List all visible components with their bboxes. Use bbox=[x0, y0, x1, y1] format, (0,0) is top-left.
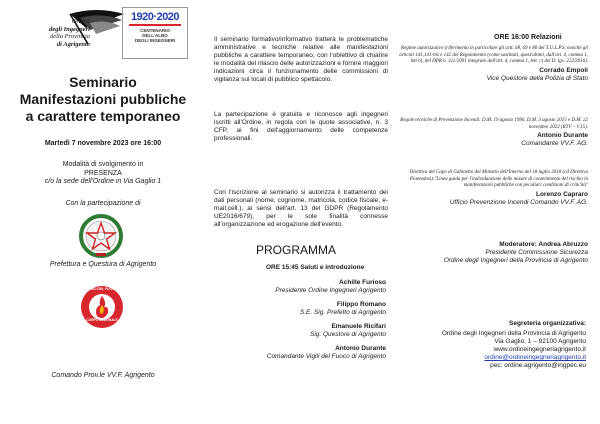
talk-block bbox=[398, 46, 588, 83]
moderator: Moderatore: Andrea Abruzzo bbox=[499, 241, 588, 248]
vvf-badge-bottom: CORPO NAZIONALE bbox=[86, 318, 118, 322]
talk-speaker-role: Vice Questore della Polizia di Stato bbox=[486, 74, 588, 82]
talk-speaker-name: Antonio Durante bbox=[537, 132, 588, 139]
secretariat-pec: pec: ordine.agrigento@ingpec.eu bbox=[490, 362, 586, 369]
speaker-role: S.E. Sig. Prefetto di Agrigento bbox=[299, 309, 386, 316]
partners-label: Con la partecipazione di bbox=[65, 200, 141, 207]
centenary-number: 1920·2020 bbox=[130, 11, 180, 23]
event-mode: PRESENZA bbox=[84, 169, 122, 177]
talk-block bbox=[398, 118, 588, 148]
event-title-line1: Manifestazioni pubbliche bbox=[19, 91, 187, 107]
event-mode-label: Modalità di svolgimento in bbox=[62, 161, 144, 168]
centenary-line2: DELL'ALBO bbox=[142, 33, 168, 38]
talk-speaker-role: Comandante VV.F. AG. bbox=[521, 140, 588, 147]
speaker-role: Presidente Ordine Ingegneri Agrigento bbox=[275, 287, 386, 294]
event-title-line2: a carattere temporaneo bbox=[25, 108, 181, 124]
speaker-role: Comandante Vigili del Fuoco di Agrigento bbox=[266, 353, 386, 360]
prefettura-label: Prefettura e Questura di Agrigento bbox=[49, 261, 157, 268]
order-logo-line2: degli Ingegneri bbox=[49, 25, 90, 33]
order-logo-line3: della Provincia bbox=[49, 33, 90, 40]
secretariat-website[interactable]: www.ordineingegneriagrigento.it bbox=[493, 346, 586, 353]
secretariat-address: Via Gaglio, 1 – 92100 Agrigento bbox=[494, 338, 586, 345]
moderator-role-1: Presidente Commissione Sicurezza bbox=[485, 249, 588, 256]
centenary-line3: DEGLI INGEGNERI bbox=[134, 38, 176, 43]
speaker-block bbox=[214, 301, 386, 317]
program-session-1: ORE 15:45 Saluti e introduzione bbox=[266, 264, 365, 271]
order-logo bbox=[26, 8, 126, 56]
talk-speaker-role: Ufficio Prevenzione Incendi Comando VV.F. AG. bbox=[449, 198, 588, 206]
event-venue: c/o la sede dell'Ordine in Via Gaglio 1 bbox=[44, 178, 162, 185]
talk-speaker-name: Corrado Empoli bbox=[539, 66, 588, 74]
program-session-2: ORE 16:00 Relazioni bbox=[494, 34, 562, 41]
order-logo-line4: di Agrigento bbox=[56, 40, 90, 48]
centenary-logo bbox=[122, 7, 188, 59]
speaker-role: Sig. Questore di Agrigento bbox=[310, 331, 386, 338]
speaker-name: Antonio Durante bbox=[335, 345, 386, 352]
vigili-del-fuoco-badge-icon bbox=[80, 285, 124, 329]
speaker-block bbox=[214, 323, 386, 339]
intro-paragraph-3: Con l'iscrizione al seminario si autorizza il trattamento dei dati personali (nome, cognome, matricola, codice fiscale, e-mail,cell.), ai sensi dell'art. 13 del GDPR (Regolamento UE2016/679), per le sole finalità connesse all'organizzazione ed erogazione dell'evento. bbox=[214, 189, 388, 228]
talk-topic: Regole tecniche di Prevenzione Incendi: D.M. 19 agosto 1996, D.M. 3 agosto 2015 e D.M. 22 novembre 2022 (RTV – V.15). bbox=[400, 118, 588, 130]
secretariat-org: Ordine degli Ingegneri della Provincia di Agrigento bbox=[441, 330, 586, 337]
vvf-badge-top: VIGILI DEL FUOCO bbox=[86, 287, 118, 291]
secretariat-heading: Segreteria organizzativa: bbox=[509, 320, 586, 327]
event-date: Martedì 7 novembre 2023 ore 16:00 bbox=[44, 140, 162, 147]
speaker-name: Filippo Romano bbox=[336, 301, 386, 308]
program-heading: PROGRAMMA bbox=[256, 243, 337, 257]
talk-topic: Regime autorizzativo (riferimento in particolare gli artt. 68, 69 e 80 del T.U.L.P.S, nonché gli articoli 141,141-bis e 142 del Regolamento (come sostituiti, quest'ultimi, dall'art. 4, comma 1, lett b), del DPR n. 311/2001 integrato dall'art. 4, comma 1, lett. c) del D. lgs. 222/2016). bbox=[399, 46, 588, 64]
talk-block bbox=[398, 170, 588, 207]
speaker-block bbox=[214, 279, 386, 295]
talk-speaker-name: Lorenzo Capraro bbox=[535, 190, 588, 198]
italian-republic-emblem-icon bbox=[78, 213, 124, 259]
moderator-role-2: Ordine degli Ingegneri della Provincia di Agrigento bbox=[443, 257, 588, 264]
order-logo-line1: Ordine bbox=[71, 18, 90, 25]
speaker-name: Achille Furioso bbox=[339, 279, 386, 286]
secretariat-email-link[interactable]: ordine@ordineingegneriagrigento.it bbox=[484, 354, 586, 361]
speaker-block bbox=[214, 345, 386, 361]
talk-topic: Direttiva del Capo di Gabinetto del Ministro dell'Interno del 18 luglio 2018 (cd Direttiva Piantedosi)."Linea guida per l'individuazione delle misure di contenimento del rischio in manifestazioni pubbliche con peculiari condizioni di criticità" bbox=[409, 170, 588, 188]
intro-paragraph-2: La partecipazione è gratuita e riconosce agli ingegneri iscritti all'Ordine, in regola con le quote associative, n. 3 CFP, ai fini dell'aggiornamento delle competenze professionali. bbox=[214, 111, 388, 142]
intro-paragraph-1: Il seminario formativo/informativo tratterà le problematiche amministrative e tecniche relative alle manifestazioni pubbliche a carattere temporaneo, con l'obiettivo di chiarire le modalità del rilascio delle autorizzazioni e fornire maggiori indicazioni circa il funzionamento delle commissioni di vigilanza sui locali di pubblico spettacolo. bbox=[214, 36, 388, 83]
speaker-name: Emanuele Ricifari bbox=[331, 323, 386, 330]
event-type: Seminario bbox=[69, 74, 137, 90]
vvf-label: Comando Prov.le VV.F. Agrigento bbox=[51, 372, 155, 379]
centenary-line1: CENTENARIO bbox=[140, 28, 170, 33]
